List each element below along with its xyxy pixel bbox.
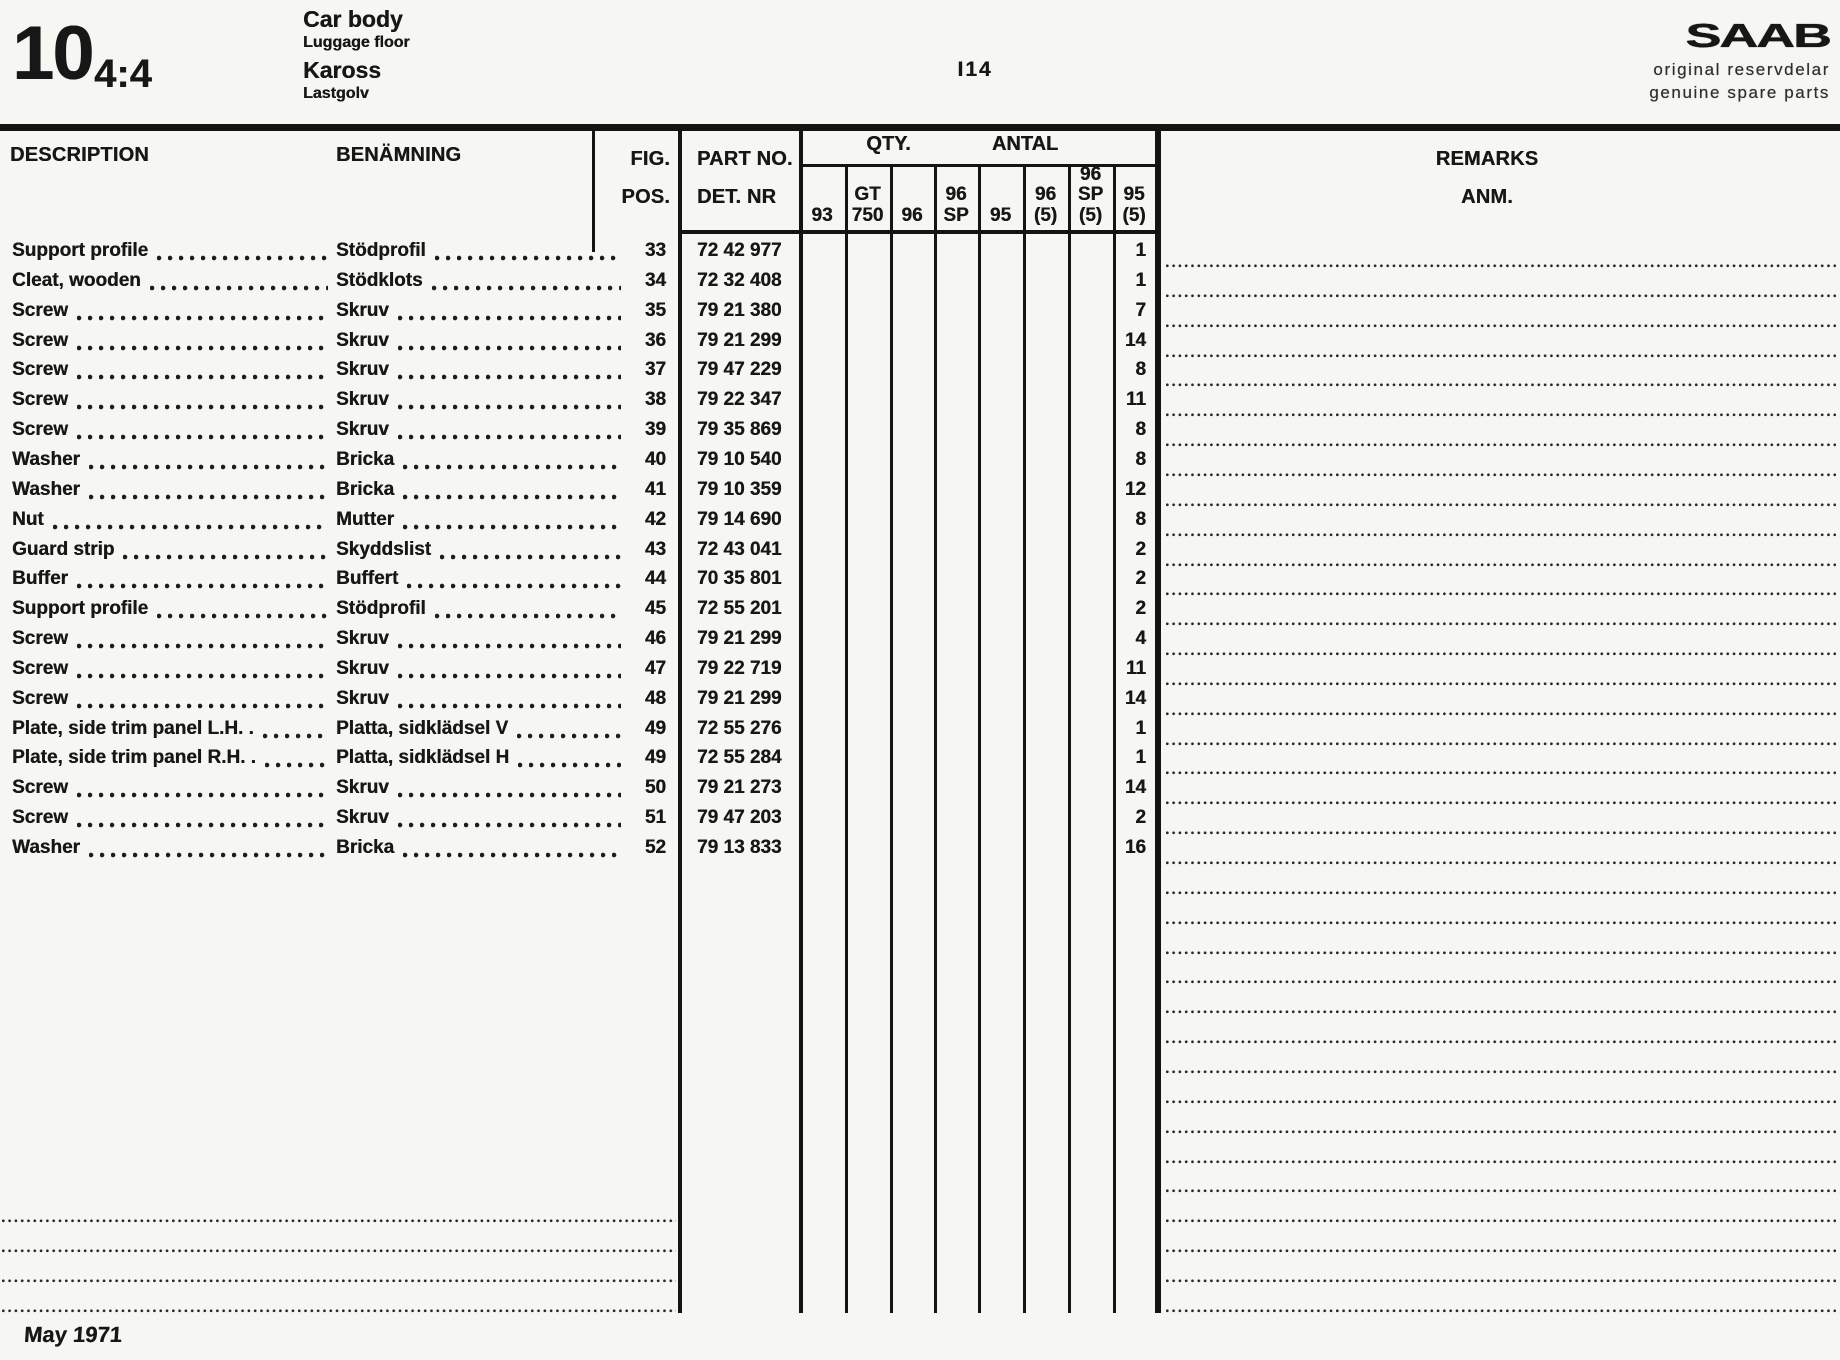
page-number: I14	[957, 58, 993, 81]
row-description: Support profile	[12, 594, 330, 624]
row-description: Screw	[12, 355, 330, 385]
remarks-dotted-line	[1166, 1309, 1836, 1313]
row-qty-95-5: 14	[1124, 329, 1146, 351]
row-benamning: Buffert	[336, 564, 623, 594]
header-antal: ANTAL	[991, 133, 1059, 155]
row-description: Screw	[12, 385, 330, 415]
table-row	[0, 773, 1840, 803]
remarks-dotted-line	[1166, 682, 1836, 686]
remarks-dotted-line	[1166, 294, 1836, 298]
remarks-dotted-line	[1166, 1100, 1836, 1104]
row-benamning: Bricka	[336, 475, 623, 505]
row-part-no: 79 35 869	[697, 419, 782, 441]
dot-leader	[53, 524, 328, 530]
row-benamning: Skruv	[336, 624, 623, 654]
row-part-no: 79 14 690	[697, 508, 782, 530]
dot-leader	[89, 852, 328, 858]
qty-column-header: 95	[989, 204, 1012, 226]
row-qty-95-5: 1	[1135, 717, 1146, 739]
remarks-dotted-line	[1166, 443, 1836, 447]
header-remarks-anm	[1157, 140, 1817, 216]
row-description: Washer	[12, 833, 330, 863]
qty-column-header: 93	[811, 204, 833, 226]
row-part-no: 72 55 284	[697, 747, 782, 769]
row-description: Buffer	[12, 564, 330, 594]
table-row	[0, 266, 1840, 296]
row-fig-pos: 37	[644, 359, 666, 381]
row-fig-pos: 39	[644, 419, 666, 441]
row-part-no: 79 21 299	[697, 687, 782, 709]
dot-leader	[157, 613, 328, 619]
row-part-no: 72 32 408	[697, 269, 782, 291]
row-benamning: Skruv	[336, 296, 623, 326]
row-qty-95-5: 1	[1135, 240, 1146, 261]
qty-column-header: GT 750	[851, 184, 884, 226]
header-detnr: DET. NR	[697, 186, 777, 208]
row-qty-95-5: 8	[1135, 448, 1146, 470]
table-row	[0, 803, 1840, 833]
table-row	[0, 475, 1840, 505]
row-fig-pos: 34	[644, 269, 666, 291]
table-row	[0, 654, 1840, 684]
row-fig-pos: 46	[644, 628, 666, 650]
dot-leader	[77, 583, 328, 589]
row-part-no: 79 21 273	[697, 777, 782, 799]
table-row	[0, 714, 1840, 744]
bottom-dotted-line	[2, 1279, 676, 1283]
row-fig-pos: 51	[644, 807, 666, 829]
row-qty-95-5: 4	[1135, 628, 1146, 650]
row-fig-pos: 43	[644, 538, 666, 560]
remarks-dotted-line	[1166, 1219, 1836, 1223]
row-fig-pos: 45	[644, 598, 666, 620]
row-benamning: Platta, sidklädsel H	[336, 743, 623, 773]
row-part-no: 70 35 801	[697, 568, 782, 590]
remarks-dotted-line	[1166, 1130, 1836, 1134]
row-benamning: Platta, sidklädsel V	[336, 714, 623, 744]
row-qty-95-5: 2	[1135, 538, 1146, 560]
row-description: Cleat, wooden	[12, 266, 330, 296]
row-qty-95-5: 11	[1125, 657, 1146, 679]
row-benamning: Skruv	[336, 415, 623, 445]
dot-leader	[150, 285, 328, 291]
header-fig: FIG.	[630, 148, 670, 170]
row-part-no: 79 21 380	[697, 299, 782, 321]
row-fig-pos: 49	[644, 717, 666, 739]
table-rule-horizontal	[678, 230, 1158, 234]
row-benamning: Skyddslist	[336, 535, 623, 565]
section-ref: 4:4	[94, 52, 152, 96]
table-row	[0, 535, 1840, 565]
remarks-dotted-line	[1166, 563, 1836, 567]
brand-block	[1649, 14, 1830, 104]
row-qty-95-5: 7	[1135, 299, 1146, 321]
page-subtitle-sv: Lastgolv	[303, 85, 369, 102]
table-row	[0, 296, 1840, 326]
dot-leader	[263, 733, 328, 739]
row-part-no: 72 55 276	[697, 717, 782, 739]
row-part-no: 79 21 299	[697, 628, 782, 650]
row-description: Screw	[12, 326, 330, 356]
row-qty-95-5: 2	[1135, 598, 1146, 620]
row-qty-95-5: 8	[1135, 359, 1146, 381]
row-qty-95-5: 14	[1124, 777, 1146, 799]
remarks-dotted-line	[1166, 383, 1836, 387]
remarks-dotted-line	[1166, 771, 1836, 775]
row-qty-95-5: 8	[1135, 419, 1146, 441]
row-part-no: 79 10 540	[697, 448, 782, 470]
table-row	[0, 833, 1840, 863]
dot-leader	[123, 554, 328, 560]
row-fig-pos: 41	[644, 478, 666, 500]
remarks-dotted-line	[1166, 264, 1836, 268]
qty-column-header: 96 SP (5)	[1077, 163, 1104, 226]
remarks-dotted-line	[1166, 891, 1836, 895]
row-benamning: Bricka	[336, 445, 623, 475]
table-row	[0, 594, 1840, 624]
brand-tagline-sv: original reservdelar	[1653, 60, 1830, 79]
qty-column-header: 96	[901, 204, 923, 226]
row-part-no: 79 13 833	[697, 837, 782, 858]
header-qty: QTY.	[866, 133, 911, 155]
row-benamning: Stödprofil	[336, 594, 623, 624]
remarks-dotted-line	[1166, 503, 1836, 507]
row-qty-95-5: 8	[1135, 508, 1146, 530]
row-description: Screw	[12, 803, 330, 833]
row-benamning: Skruv	[336, 385, 623, 415]
remarks-dotted-line	[1166, 831, 1836, 835]
page-title-en: Car body	[303, 6, 403, 32]
dot-leader	[77, 792, 328, 798]
remarks-dotted-line	[1166, 1070, 1836, 1074]
header-description: DESCRIPTION	[10, 144, 149, 166]
row-qty-95-5: 2	[1135, 568, 1146, 590]
row-description: Screw	[12, 415, 330, 445]
remarks-dotted-line	[1166, 473, 1836, 477]
row-benamning: Bricka	[336, 833, 623, 863]
dot-leader	[265, 762, 328, 768]
remarks-dotted-line	[1166, 533, 1836, 537]
row-benamning: Skruv	[336, 355, 623, 385]
remarks-dotted-line	[1166, 652, 1836, 656]
row-fig-pos: 33	[644, 240, 666, 261]
remarks-dotted-line	[1166, 801, 1836, 805]
remarks-dotted-line	[1166, 324, 1836, 328]
table-row	[0, 624, 1840, 654]
row-fig-pos: 50	[644, 777, 666, 799]
remarks-dotted-line	[1166, 1279, 1836, 1283]
table-row	[0, 684, 1840, 714]
row-description: Washer	[12, 475, 330, 505]
qty-column-header: 96 (5)	[1033, 184, 1058, 226]
qty-column-header: 96 SP	[943, 184, 969, 226]
brand-tagline-en: genuine spare parts	[1649, 83, 1830, 102]
footer-date: May 1971	[23, 1322, 123, 1347]
row-benamning: Skruv	[336, 326, 623, 356]
table-row	[0, 743, 1840, 773]
remarks-dotted-line	[1166, 354, 1836, 358]
row-description: Washer	[12, 445, 330, 475]
row-description: Guard strip	[12, 535, 330, 565]
row-part-no: 79 47 203	[697, 807, 782, 829]
remarks-dotted-line	[1166, 861, 1836, 865]
table-row	[0, 505, 1840, 535]
row-description: Screw	[12, 773, 330, 803]
row-benamning: Stödklots	[336, 266, 623, 296]
row-description: Nut	[12, 505, 330, 535]
remarks-dotted-line	[1166, 1249, 1836, 1253]
row-benamning: Skruv	[336, 773, 623, 803]
qty-column-header: 95 (5)	[1122, 184, 1146, 226]
remarks-dotted-line	[1166, 622, 1836, 626]
remarks-dotted-line	[1166, 1160, 1836, 1164]
page-subtitle-en: Luggage floor	[303, 34, 410, 51]
header-part-no	[697, 140, 793, 216]
dot-leader	[77, 434, 328, 440]
row-part-no: 72 43 041	[697, 538, 782, 560]
row-fig-pos: 36	[644, 329, 666, 351]
table-row	[0, 326, 1840, 356]
page-title-sv: Kaross	[303, 57, 381, 83]
table-row	[0, 236, 1840, 266]
row-description: Plate, side trim panel L.H. .	[12, 714, 330, 744]
remarks-dotted-line	[1166, 413, 1836, 417]
title-block	[303, 8, 410, 110]
row-part-no: 72 42 977	[697, 240, 782, 261]
remarks-dotted-line	[1166, 712, 1836, 716]
dot-leader	[157, 255, 328, 261]
header-remarks: REMARKS	[1435, 148, 1539, 170]
remarks-dotted-line	[1166, 1010, 1836, 1014]
dot-leader	[77, 643, 328, 649]
table-row	[0, 385, 1840, 415]
row-qty-95-5: 1	[1135, 269, 1146, 291]
row-fig-pos: 42	[644, 508, 666, 530]
row-description: Screw	[12, 296, 330, 326]
row-qty-95-5: 1	[1135, 747, 1146, 769]
row-fig-pos: 40	[644, 448, 666, 470]
header-anm: ANM.	[1461, 186, 1513, 208]
row-description: Screw	[12, 624, 330, 654]
row-description: Screw	[12, 684, 330, 714]
row-description: Screw	[12, 654, 330, 684]
bottom-dotted-line	[2, 1219, 676, 1223]
remarks-dotted-line	[1166, 592, 1836, 596]
table-rule-horizontal	[0, 124, 1840, 131]
remarks-dotted-line	[1166, 951, 1836, 955]
header-partno: PART NO.	[697, 148, 793, 170]
row-fig-pos: 48	[644, 687, 666, 709]
remarks-dotted-line	[1166, 1189, 1836, 1193]
header-benamning: BENÄMNING	[336, 144, 462, 166]
dot-leader	[77, 315, 328, 321]
header-pos: POS.	[621, 186, 670, 208]
remarks-dotted-line	[1166, 1040, 1836, 1044]
saab-logo: SAAB	[1685, 17, 1830, 55]
row-qty-95-5: 14	[1124, 687, 1146, 709]
dot-leader	[77, 703, 328, 709]
row-fig-pos: 35	[644, 299, 666, 321]
dot-leader	[77, 374, 328, 380]
table-row	[0, 355, 1840, 385]
bottom-dotted-line	[2, 1309, 676, 1313]
row-part-no: 79 22 347	[697, 389, 782, 411]
dot-leader	[77, 404, 328, 410]
row-part-no: 72 55 201	[697, 598, 782, 620]
row-benamning: Mutter	[336, 505, 623, 535]
row-fig-pos: 47	[644, 657, 666, 679]
header-fig-pos	[560, 140, 670, 216]
row-qty-95-5: 11	[1125, 389, 1146, 411]
row-fig-pos: 52	[644, 837, 666, 858]
dot-leader	[77, 822, 328, 828]
dot-leader	[89, 464, 328, 470]
dot-leader	[77, 673, 328, 679]
remarks-dotted-line	[1166, 980, 1836, 984]
section-number: 10	[12, 11, 93, 96]
remarks-dotted-line	[1166, 742, 1836, 746]
row-benamning: Skruv	[336, 654, 623, 684]
row-description: Plate, side trim panel R.H. .	[12, 743, 330, 773]
row-qty-95-5: 12	[1124, 478, 1146, 500]
row-part-no: 79 10 359	[697, 478, 782, 500]
row-fig-pos: 49	[644, 747, 666, 769]
dot-leader	[77, 345, 328, 351]
table-rule-vertical	[592, 124, 595, 252]
row-qty-95-5: 2	[1135, 807, 1146, 829]
row-qty-95-5: 16	[1124, 837, 1146, 858]
bottom-dotted-line	[2, 1249, 676, 1253]
table-row	[0, 445, 1840, 475]
table-row	[0, 564, 1840, 594]
table-row	[0, 415, 1840, 445]
row-benamning: Stödprofil	[336, 236, 623, 266]
row-benamning: Skruv	[336, 803, 623, 833]
row-part-no: 79 22 719	[697, 657, 782, 679]
row-fig-pos: 38	[644, 389, 666, 411]
row-description: Support profile	[12, 236, 330, 266]
remarks-dotted-line	[1166, 921, 1836, 925]
row-fig-pos: 44	[644, 568, 666, 590]
dot-leader	[89, 494, 328, 500]
row-benamning: Skruv	[336, 684, 623, 714]
row-part-no: 79 47 229	[697, 359, 782, 381]
row-part-no: 79 21 299	[697, 329, 782, 351]
